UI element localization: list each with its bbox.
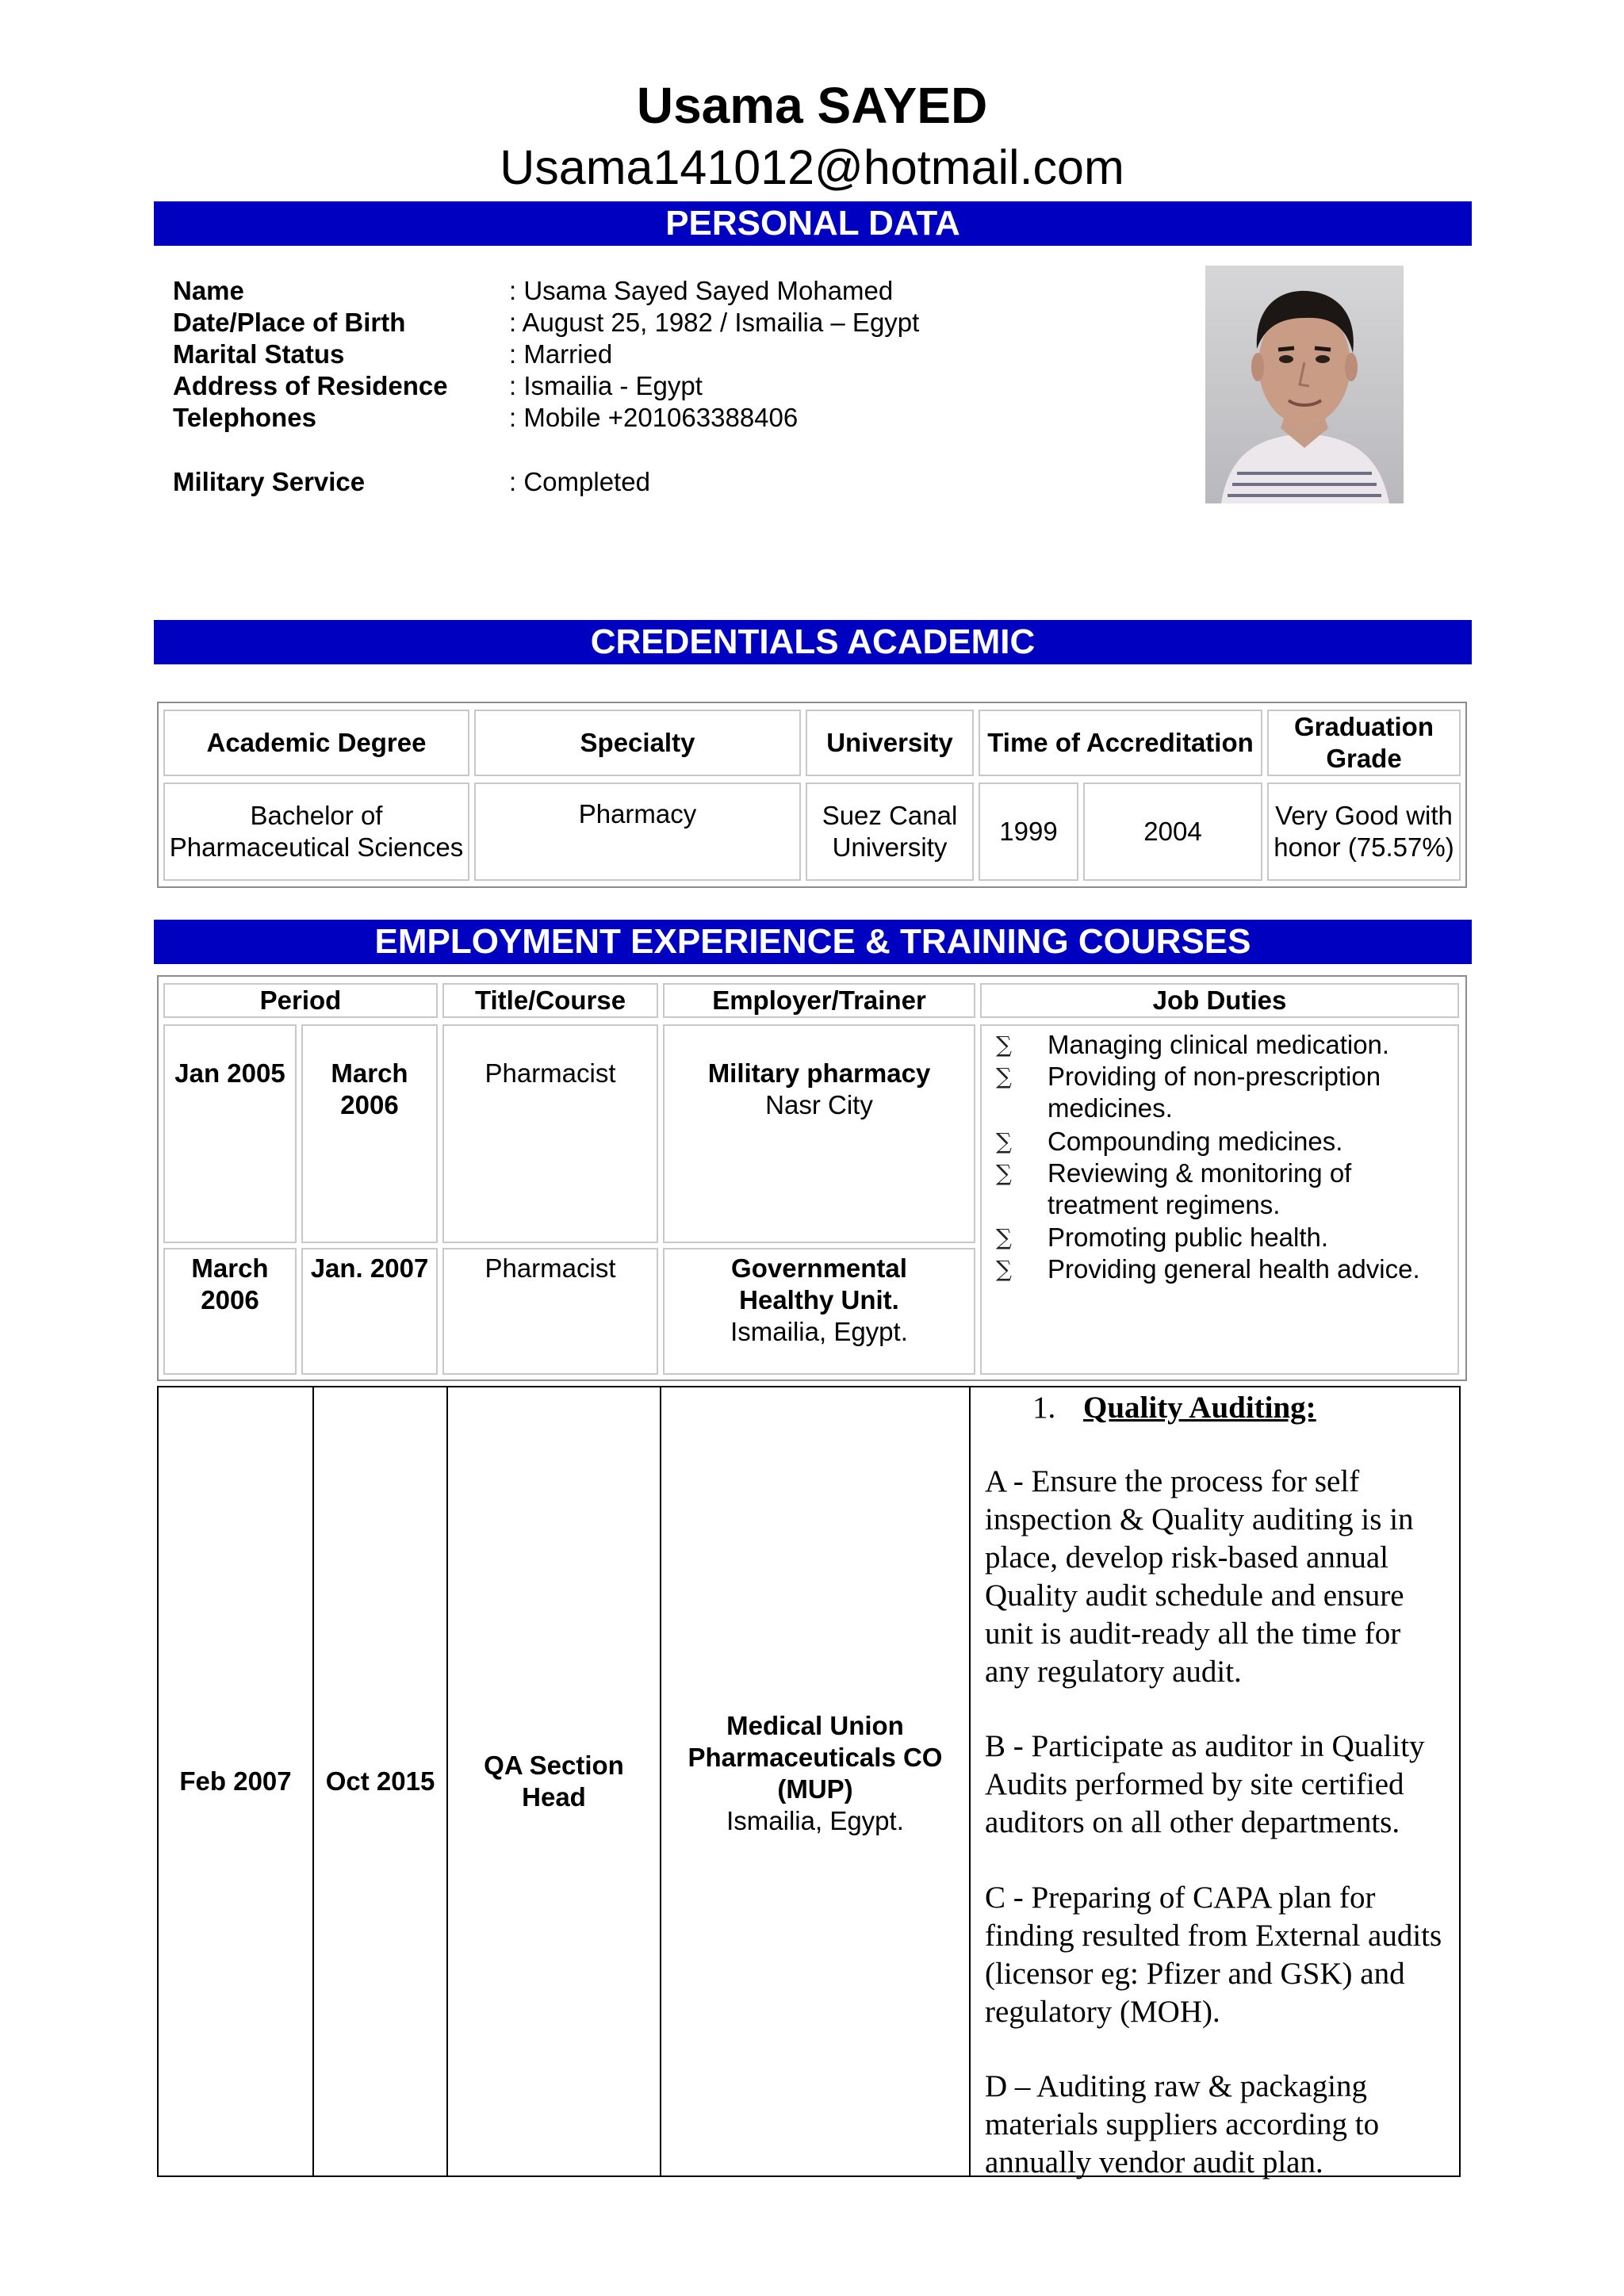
bullet-icon: ∑: [996, 1031, 1012, 1058]
employment-row3-to: Oct 2015: [325, 1766, 435, 1796]
employment-row1-employer: Military pharmacy: [707, 1058, 931, 1088]
duty-item: Managing clinical medication.: [1048, 1030, 1390, 1059]
academic-header-university: University: [806, 710, 974, 776]
duty-item: Providing of non-prescription medicines.: [1048, 1062, 1381, 1123]
employment-row1-title: Pharmacist: [442, 1024, 658, 1243]
employment-row1-from: Jan 2005: [163, 1024, 297, 1243]
qa-paragraph-a: A - Ensure the process for self inspection & Quality auditing is in place, develop risk-based annual Quality audit schedule and ensure unit is audit-ready all the time for any regulatory audit.: [985, 1464, 1414, 1689]
employment-row2-from: March 2006: [163, 1248, 297, 1375]
bullet-icon: ∑: [996, 1224, 1012, 1250]
personal-label-military: Military Service: [173, 467, 366, 496]
employment-header-duties: Job Duties: [980, 983, 1459, 1018]
profile-photo: [1205, 266, 1404, 503]
bullet-icon: ∑: [996, 1160, 1012, 1186]
employment-row3-employer: Medical Union Pharmaceuticals CO (MUP): [688, 1711, 943, 1804]
personal-label-marital: Marital Status: [173, 339, 345, 369]
table-divider: [969, 1386, 971, 2177]
employment-header-period: Period: [163, 983, 438, 1018]
personal-value-name: : Usama Sayed Sayed Mohamed: [509, 276, 894, 305]
bullet-icon: ∑: [996, 1063, 1012, 1089]
employment-row2-to: Jan. 2007: [301, 1248, 438, 1375]
academic-university: Suez Canal University: [806, 783, 974, 881]
profile-photo-image: [1205, 266, 1404, 503]
employment-row1-location: Nasr City: [765, 1090, 873, 1119]
employment-row2-title: Pharmacist: [442, 1248, 658, 1375]
personal-value-birth: : August 25, 1982 / Ismailia – Egypt: [509, 308, 920, 337]
section-banner-academic: CREDENTIALS ACADEMIC: [154, 620, 1472, 664]
personal-label-address: Address of Residence: [173, 371, 448, 400]
employment-header-employer: Employer/Trainer: [663, 983, 975, 1018]
section-banner-employment: EMPLOYMENT EXPERIENCE & TRAINING COURSES: [154, 920, 1472, 964]
section-banner-personal: PERSONAL DATA: [154, 201, 1472, 246]
academic-header-accreditation: Time of Accreditation: [979, 710, 1262, 776]
academic-header-grade: Graduation Grade: [1267, 710, 1461, 776]
academic-year-from: 1999: [979, 783, 1078, 881]
duty-item: Promoting public health.: [1048, 1223, 1329, 1252]
academic-degree: Bachelor of Pharmaceutical Sciences: [163, 783, 469, 881]
personal-value-military: : Completed: [509, 467, 650, 496]
personal-value-telephones: : Mobile +201063388406: [509, 403, 799, 432]
personal-label-name: Name: [173, 276, 244, 305]
academic-grade: Very Good with honor (75.57%): [1267, 783, 1461, 881]
qa-heading: Quality Auditing:: [1083, 1391, 1316, 1425]
employment-row3-from: Feb 2007: [179, 1766, 292, 1796]
employment-row3-location: Ismailia, Egypt.: [726, 1806, 904, 1835]
personal-label-telephones: Telephones: [173, 403, 316, 432]
employment-row2-employer-cell: [663, 1248, 975, 1375]
employment-row2-employer: Governmental Healthy Unit.: [731, 1253, 907, 1314]
qa-heading-number: 1.: [1032, 1391, 1056, 1425]
bullet-icon: ∑: [996, 1128, 1012, 1154]
personal-label-birth: Date/Place of Birth: [173, 308, 406, 337]
employment-row3-title: QA Section Head: [484, 1751, 624, 1812]
duty-item: Providing general health advice.: [1048, 1254, 1420, 1284]
qa-paragraph-c: C - Preparing of CAPA plan for finding resulted from External audits (licensor eg: Pfizer and GSK) and regulatory (MOH).: [985, 1881, 1442, 2029]
duty-item: Reviewing & monitoring of treatment regimens.: [1048, 1158, 1352, 1219]
candidate-email: Usama141012@hotmail.com: [500, 140, 1124, 194]
bullet-icon: ∑: [996, 1256, 1012, 1282]
academic-year-to: 2004: [1083, 783, 1262, 881]
personal-value-address: : Ismailia - Egypt: [509, 371, 703, 400]
employment-row1-to: March 2006: [301, 1024, 438, 1243]
personal-value-marital: : Married: [509, 339, 613, 369]
employment-row2-location: Ismailia, Egypt.: [730, 1317, 908, 1346]
academic-header-specialty: Specialty: [474, 710, 801, 776]
academic-header-degree: Academic Degree: [163, 710, 469, 776]
academic-specialty: Pharmacy: [474, 783, 801, 881]
qa-paragraph-d: D – Auditing raw & packaging materials suppliers according to annually vendor audit plan.: [985, 2069, 1380, 2179]
duty-item: Compounding medicines.: [1048, 1127, 1343, 1156]
qa-paragraph-b: B - Participate as auditor in Quality Audits performed by site certified auditors on all other departments.: [985, 1729, 1425, 1839]
employment-row1-employer-cell: [663, 1024, 975, 1243]
employment-header-title: Title/Course: [442, 983, 658, 1018]
candidate-name: Usama SAYED: [636, 77, 988, 134]
employment-row3-employer-cell: [661, 1387, 969, 2175]
